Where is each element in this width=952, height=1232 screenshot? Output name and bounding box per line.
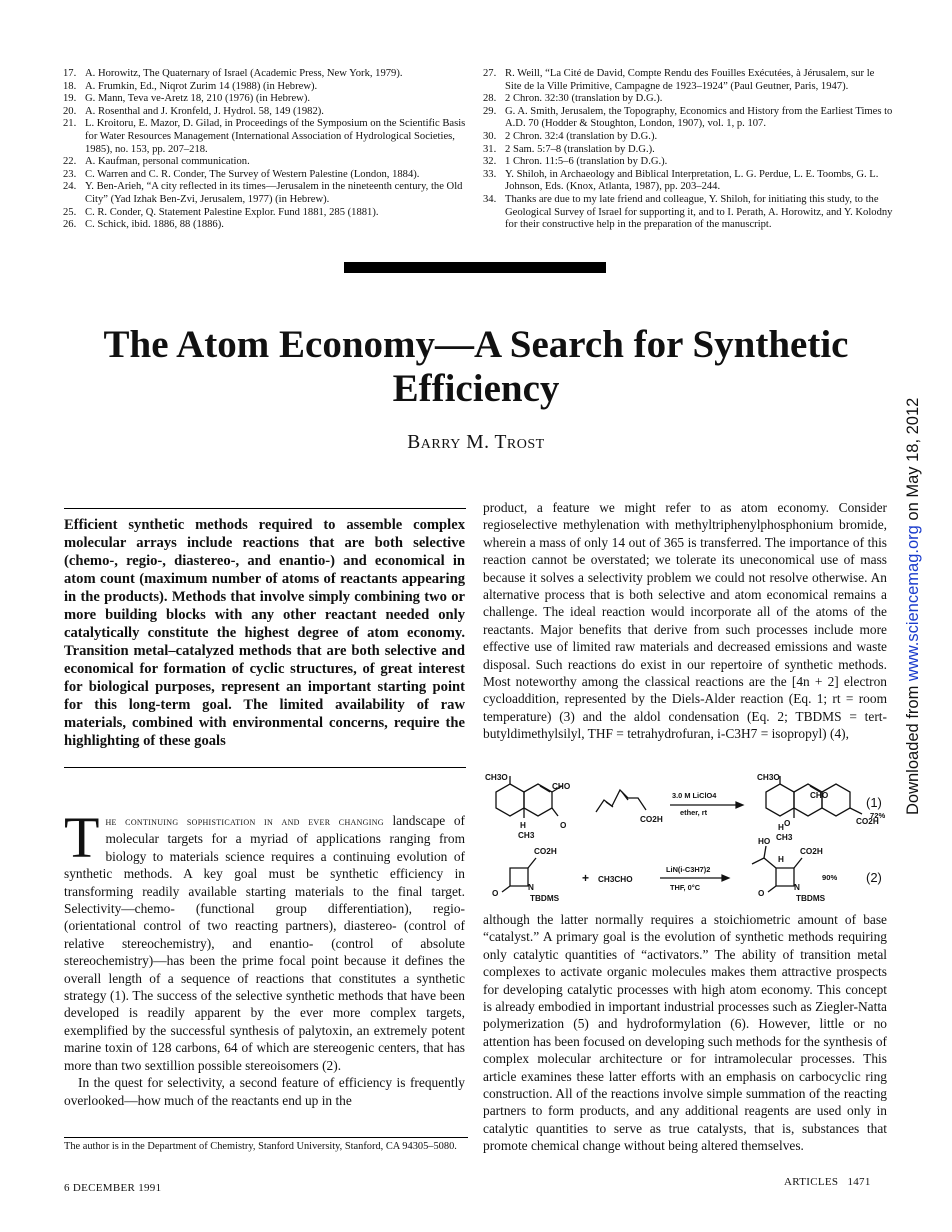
reference-number: 31. xyxy=(483,143,497,155)
reference-text: Thanks are due to my late friend and colleague, Y. Shiloh, for initiating this study, to the Geological Survey of Israel for supporting it, and to I. Perath, A. Horowitz, and Y. Kolodny for their constructive help in the preparation of the manuscript. xyxy=(505,193,893,231)
reference-text: L. Kroitoru, E. Mazor, D. Gilad, in Proceedings of the Symposium on the Scientific Basis for Water Resources Management (International Association of Hydrological Societies, 1985), no. 153, pp. 207–218. xyxy=(85,118,466,155)
reference-item xyxy=(483,93,893,106)
reference-item xyxy=(63,81,475,94)
reference-item xyxy=(63,118,475,156)
reference-item xyxy=(63,106,475,119)
reference-list-right xyxy=(483,68,893,232)
eq1-aldehyde-label: CHO xyxy=(552,782,571,791)
reference-number: 24. xyxy=(63,181,77,193)
reference-number: 26. xyxy=(63,219,77,231)
body-column-right-top xyxy=(483,499,887,743)
reference-number: 25. xyxy=(63,206,77,218)
eq1-reagent-top: 3.0 M LiClO4 xyxy=(672,791,717,800)
reference-text: 2 Chron. 32:4 (translation by D.G.). xyxy=(505,130,658,142)
eq2-acid-label: CO2H xyxy=(534,847,557,856)
reference-number: 32. xyxy=(483,156,497,168)
reference-list-left xyxy=(63,68,475,232)
reference-item xyxy=(483,169,893,194)
eq2-arrow xyxy=(660,875,729,881)
reference-text: 1 Chron. 11:5–6 (translation by D.G.). xyxy=(505,156,668,168)
footnote-rule xyxy=(64,1137,468,1138)
page-number: 1471 xyxy=(847,1176,871,1188)
eq1-reagent-bottom: ether, rt xyxy=(680,808,708,817)
eq1-methoxy-label: CH3O xyxy=(485,773,508,782)
reference-item xyxy=(63,93,475,106)
eq2-acetaldehyde: CH3CHO xyxy=(598,875,633,884)
eq1-product-aldehyde-label: CHO xyxy=(810,791,829,800)
reaction-schemes-svg xyxy=(480,760,892,910)
reference-item xyxy=(63,156,475,169)
reference-item xyxy=(63,181,475,206)
article-title: The Atom Economy—A Search for Synthetic Efficiency xyxy=(103,323,849,410)
eq2-reagent-top: LiN(i-C3H7)2 xyxy=(666,865,711,874)
reference-text: A. Kaufman, personal communication. xyxy=(85,156,250,168)
reference-text: G. A. Smith, Jerusalem, the Topography, Economics and History from the Earliest Times to A.D. 70 (Hodder & Stoughton, London, 1907), vol. 1, p. 107. xyxy=(505,105,893,130)
reference-item xyxy=(63,68,475,81)
eq1-product-acid-label: CO2H xyxy=(856,817,879,826)
eq2-product-carbonyl-label: O xyxy=(758,889,765,898)
reference-number: 20. xyxy=(63,105,77,117)
reference-text: C. R. Conder, Q. Statement Palestine Explor. Fund 1881, 285 (1881). xyxy=(85,206,379,218)
download-notice xyxy=(902,124,924,834)
reference-number: 34. xyxy=(483,193,497,205)
body-paragraph-1: landscape of molecular targets for a myriad of applications ranging from biology to materials science requires a continuing evolution of synthetic methods. A key goal must be synthetic efficiency in transforming readily available starting materials to the final target. Selectivity—chemo- (functional group differentiation), regio- (orientational control of two reacting partners), diastereo- (control of relative stereochemistry), and enantio- (control of absolute stereochemistry)—has been the prime focal point because it defines the overall length of a sequence of reactions that constitutes a synthetic strategy (1). The success of the selective synthetic methods that have been developed is readily apparent by the ever more complex targets, exemplified by the successful synthesis of palytoxin, an extremely potent marine toxin of 128 carbons, 64 of which are stereogenic centers, that has more than two sextillion possible stereoisomers (2). xyxy=(64,813,465,1073)
article-author: Barry M. Trost xyxy=(407,432,545,453)
reference-text: C. Schick, ibid. 1886, 88 (1886). xyxy=(85,219,224,231)
eq2-product-acid-label: CO2H xyxy=(800,847,823,856)
reference-number: 33. xyxy=(483,168,497,180)
reference-text: 2 Sam. 5:7–8 (translation by D.G.). xyxy=(505,143,655,155)
reference-number: 18. xyxy=(63,80,77,92)
reference-number: 23. xyxy=(63,168,77,180)
reaction-schemes xyxy=(480,760,892,910)
eq1-diene-methyl-label: CH3 xyxy=(518,831,535,840)
reference-number: 21. xyxy=(63,118,77,130)
reference-text: 2 Chron. 32:30 (translation by D.G.). xyxy=(505,93,663,105)
reference-number: 28. xyxy=(483,93,497,105)
abstract-bottom-rule xyxy=(64,767,466,768)
eq1-diene-carbonyl-label: O xyxy=(560,821,567,830)
drop-cap: T xyxy=(64,805,100,870)
intro-small-caps: he continuing sophistication in and ever changing xyxy=(105,814,384,828)
reference-item xyxy=(483,144,893,157)
eq1-dienophile-structure xyxy=(596,790,646,812)
reference-item xyxy=(63,169,475,182)
download-suffix: on May 18, 2012 xyxy=(904,397,922,526)
eq2-product-tbdms-label: TBDMS xyxy=(796,894,826,903)
eq1-product-h-label: H xyxy=(778,823,784,832)
section-separator-bar xyxy=(344,262,606,273)
reference-number: 27. xyxy=(483,68,497,79)
eq1-diene-h-label: H xyxy=(520,821,526,830)
eq2-product-h-label: H xyxy=(778,855,784,864)
right-paragraph-1: product, a feature we might refer to as atom economy. Consider regioselective methylenation with methyltriphenylphosphonium bromide, wherein a mass of only 14 out of 365 is transferred. The importance of this reaction cannot be overstated; we tolerate its uneconomical use of mass because it solves a selectivity problem we could not resolve otherwise. An alternative process that is both selective and atom economical remains a challenge. The ideal reaction would incorporate all of the atoms of the reactants. Major benefits that derive from such processes include more effective use of limited raw materials and decreased emissions and waste disposal. Such reactions do exist in our repertoire of synthetic methods. Most noteworthy among the classical reactions are the [4n + 2] electron cycloaddition, represented by the Diels-Alder reaction (Eq. 1; rt = room temperature) (3) and the aldol condensation (Eq. 2; TBDMS = tert-butyldimethylsilyl, THF = tetrahydrofuran, i-C3H7 = isopropyl) (4), xyxy=(483,500,887,742)
eq2-tbdms-label: TBDMS xyxy=(530,894,560,903)
body-column-left xyxy=(64,805,465,1109)
section-label: ARTICLES xyxy=(784,1176,839,1188)
author-affiliation-footnote: The author is in the Department of Chemistry, Stanford University, Stanford, CA 94305–5080. xyxy=(64,1141,457,1152)
eq1-product-methoxy-label: CH3O xyxy=(757,773,780,782)
reference-text: Y. Ben-Arieh, “A city reflected in its times—Jerusalem in the nineteenth century, the Old City” (Yad Izhak Ben-Zvi, Jerusalem, 1977) (in Hebrew). xyxy=(85,181,463,205)
reference-text: A. Frumkin, Ed., Niqrot Zurim 14 (1988) (in Hebrew). xyxy=(85,80,318,92)
body-column-right-bottom xyxy=(483,911,887,1155)
eq2-carbonyl-label: O xyxy=(492,889,499,898)
eq2-plus: + xyxy=(582,871,590,885)
reference-item xyxy=(483,156,893,169)
reference-number: 29. xyxy=(483,105,497,117)
abstract: Efficient synthetic methods required to assemble complex molecular arrays include reactions that are both selective (chemo-, regio-, diastereo-, and enantio-) and economical in atom count (maximum number of atoms of reactants appearing in the products). Methods that involve simply combining two or more building blocks with any other reactant needed only catalytically constitute the highest degree of atom economy. Transition metal–catalyzed methods that are both selective and economical for formation of cyclic structures, of great interest for biological purposes, represent an important starting point for this long-term goal. The limited availability of raw materials, combined with environmental concerns, require the highlighting of these goals xyxy=(64,517,465,749)
reference-item xyxy=(483,194,893,232)
eq2-reagent-bottom: THF, 0°C xyxy=(670,883,701,892)
page-footer xyxy=(784,1176,871,1188)
eq2-product-nitrogen-label: N xyxy=(794,883,800,892)
reference-number: 30. xyxy=(483,130,497,142)
eq2-nitrogen-label: N xyxy=(528,883,534,892)
reference-item xyxy=(63,219,475,232)
reference-item xyxy=(483,106,893,131)
reference-text: G. Mann, Teva ve-Aretz 18, 210 (1976) (in Hebrew). xyxy=(85,93,310,105)
reference-item xyxy=(63,207,475,220)
eq2-hydroxyl-label: HO xyxy=(758,837,771,846)
eq1-product-carbonyl-label: O xyxy=(784,819,791,828)
eq1-number: (1) xyxy=(866,795,882,810)
reference-text: A. Horowitz, The Quaternary of Israel (Academic Press, New York, 1979). xyxy=(85,68,403,79)
reference-item xyxy=(483,131,893,144)
eq2-number: (2) xyxy=(866,870,882,885)
sciencemag-link[interactable]: www.sciencemag.org xyxy=(904,525,922,682)
reference-text: Y. Shiloh, in Archaeology and Biblical Interpretation, L. G. Perdue, L. E. Toombs, G. L. Johnson, Eds. (Knox, Atlanta, 1987), pp. 203–244. xyxy=(505,168,879,193)
issue-date: 6 DECEMBER 1991 xyxy=(64,1182,162,1194)
reference-number: 22. xyxy=(63,156,77,168)
reference-number: 17. xyxy=(63,68,77,79)
eq1-dienophile-acid-label: CO2H xyxy=(640,815,663,824)
body-paragraph-2: In the quest for selectivity, a second feature of efficiency is frequently overlooked—how much of the reactants end up in the xyxy=(64,1075,465,1108)
right-paragraph-2: although the latter normally requires a stoichiometric amount of base “catalyst.” A primary goal is the evolution of synthetic methods requiring only catalytic quantities of “activators.” The ability of transition metal complexes to activate organic molecules makes them attractive prospects for developing catalytic processes with high atom economy. This concept is already embodied in important industrial processes such as Ziegler-Natta polymerization (5) and hydroformylation (6). However, little or no attention has been focused on developing such methods for the synthesis of complex molecular architecture or for intramolecular processes. This article examines these latter efforts with an emphasis on carbocyclic ring construction. All of the reactions involve simple summation of the reacting partners to form products, and any additional reagents are used only in catalytic quantities to serve as true catalysts, that is, substances that promote chemical change without being altered themselves. xyxy=(483,912,887,1154)
reference-text: R. Weill, “La Cité de David, Compte Rendu des Fouilles Exécutées, à Jérusalem, sur le Site de la Ville Primitive, Campagne de 1923–1924” (Paul Geutner, Paris, 1947). xyxy=(505,68,875,92)
abstract-top-rule xyxy=(64,508,466,509)
reference-item xyxy=(483,68,893,93)
reference-text: A. Rosenthal and J. Kronfeld, J. Hydrol. 58, 149 (1982). xyxy=(85,105,324,117)
eq2-yield: 90% xyxy=(822,873,838,882)
eq1-yield: 72% xyxy=(870,811,886,820)
reference-number: 19. xyxy=(63,93,77,105)
reference-text: C. Warren and C. R. Conder, The Survey of Western Palestine (London, 1884). xyxy=(85,168,420,180)
download-prefix: Downloaded from xyxy=(904,681,922,815)
eq1-product-methyl-label: CH3 xyxy=(776,833,793,842)
